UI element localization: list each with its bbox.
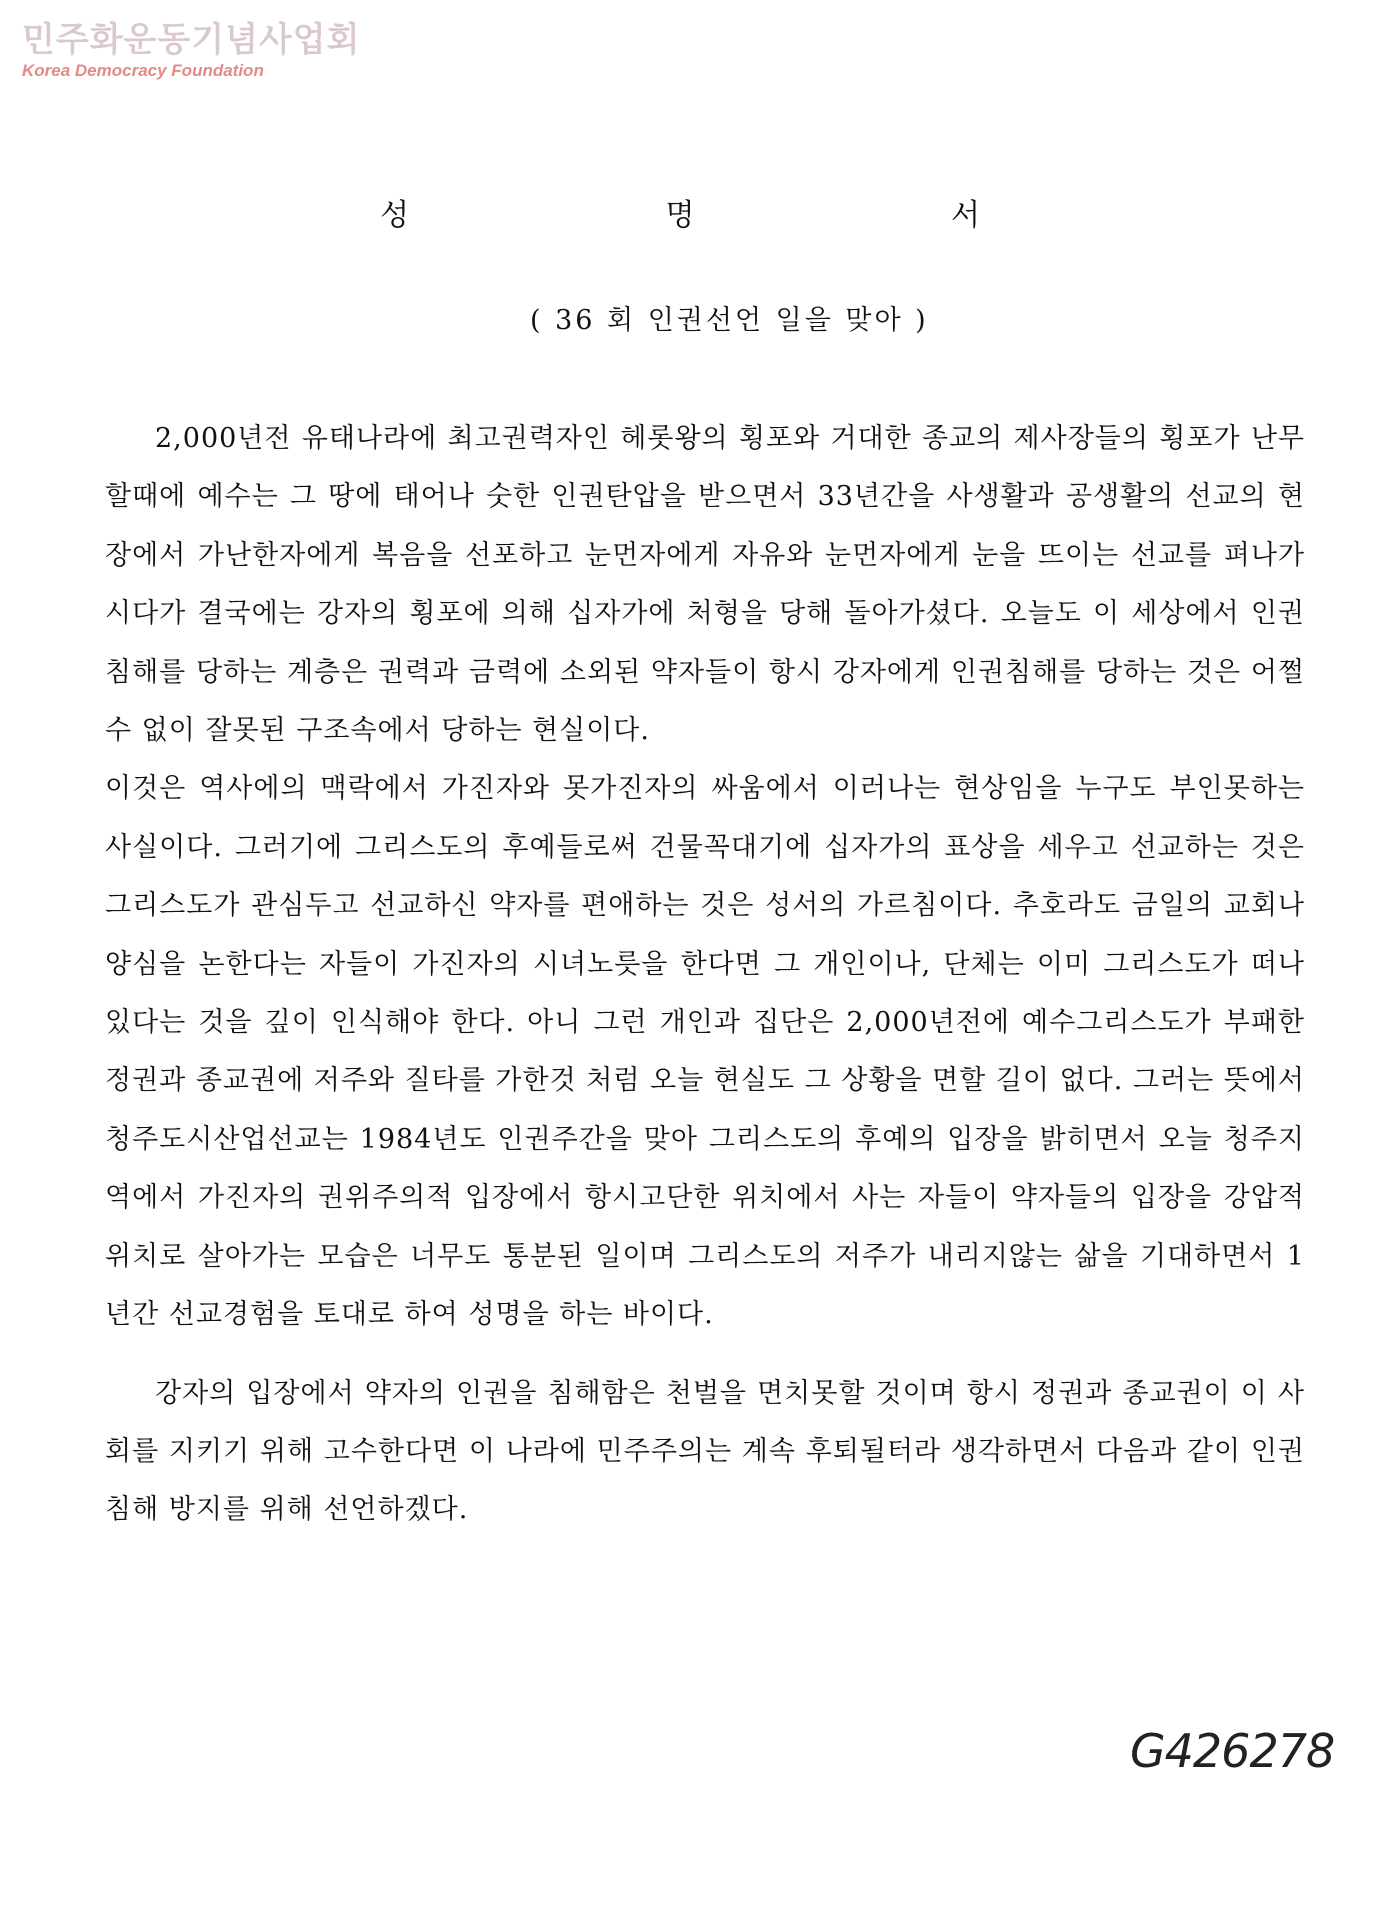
statement-body — [105, 410, 1305, 1540]
title-char: 서 — [951, 198, 980, 233]
title-char: 명 — [665, 198, 695, 233]
watermark-korean: 민주화운동기념사업회 — [22, 20, 361, 60]
paragraph: 강자의 입장에서 약자의 인권을 침해함은 천벌을 면치못할 것이며 항시 정권과 종교권이 이 사회를 지키기 위해 고수한다면 이 나라에 민주주의는 계속 후퇴될터라 생각하면서 다음과 같이 인권침해 방지를 위해 선언하겠다. — [105, 1377, 1305, 1526]
paragraph: 이것은 역사에의 맥락에서 가진자와 못가진자의 싸움에서 이러나는 현상임을 누구도 부인못하는 사실이다. 그러기에 그리스도의 후예들로써 건물꼭대기에 십자가의 표상을 세우고 선교하는 것은 그리스도가 관심두고 선교하신 약자를 편애하는 것은 성서의 가르침이다. 추호라도 금일의 교회나 양심을 논한다는 자들이 가진자의 시녀노릇을 한다면 그 개인이나, 단체는 이미 그리스도가 떠나 있다는 것을 깊이 인식해야 한다. 아니 그런 개인과 집단은 2,000년전에 예수그리스도가 부패한 정권과 종교권에 저주와 질타를 가한것 처럼 오늘 현실도 그 상황을 면할 길이 없다. 그러는 뜻에서 청주도시산업선교는 1984년도 인권주간을 맞아 그리스도의 후예의 입장을 밝히면서 오늘 청주지역에서 가진자의 권위주의적 입장에서 항시고단한 위치에서 사는 자들이 약자들의 입장을 강압적 위치로 살아가는 모습은 너무도 통분된 일이며 그리스도의 저주가 내리지않는 삶을 기대하면서 1년간 선교경험을 토대로 하여 성명을 하는 바이다. — [105, 773, 1305, 1331]
title-char: 성 — [380, 198, 409, 233]
watermark-english: Korea Democracy Foundation — [22, 61, 264, 80]
paragraph: 2,000년전 유태나라에 최고권력자인 헤롯왕의 횡포와 거대한 종교의 제사장들의 횡포가 난무할때에 예수는 그 땅에 태어나 숫한 인권탄압을 받으면서 33년간을 사생활과 공생활의 선교의 현장에서 가난한자에게 복음을 선포하고 눈먼자에게 자유와 눈먼자에게 눈을 뜨이는 선교를 펴나가시다가 결국에는 강자의 횡포에 의해 십자가에 처형을 당해 돌아가셨다. 오늘도 이 세상에서 인권침해를 당하는 계층은 권력과 금력에 소외된 약자들이 항시 강자에게 인권침해를 당하는 것은 어쩔수 없이 잘못된 구조속에서 당하는 현실이다. — [105, 423, 1305, 747]
document-subtitle: ( 36 회 인권선언 일을 맞아 ) — [530, 305, 929, 336]
foundation-watermark — [22, 20, 360, 82]
archive-id-handwritten: G426278 — [1130, 1724, 1335, 1778]
document-title — [380, 190, 980, 234]
